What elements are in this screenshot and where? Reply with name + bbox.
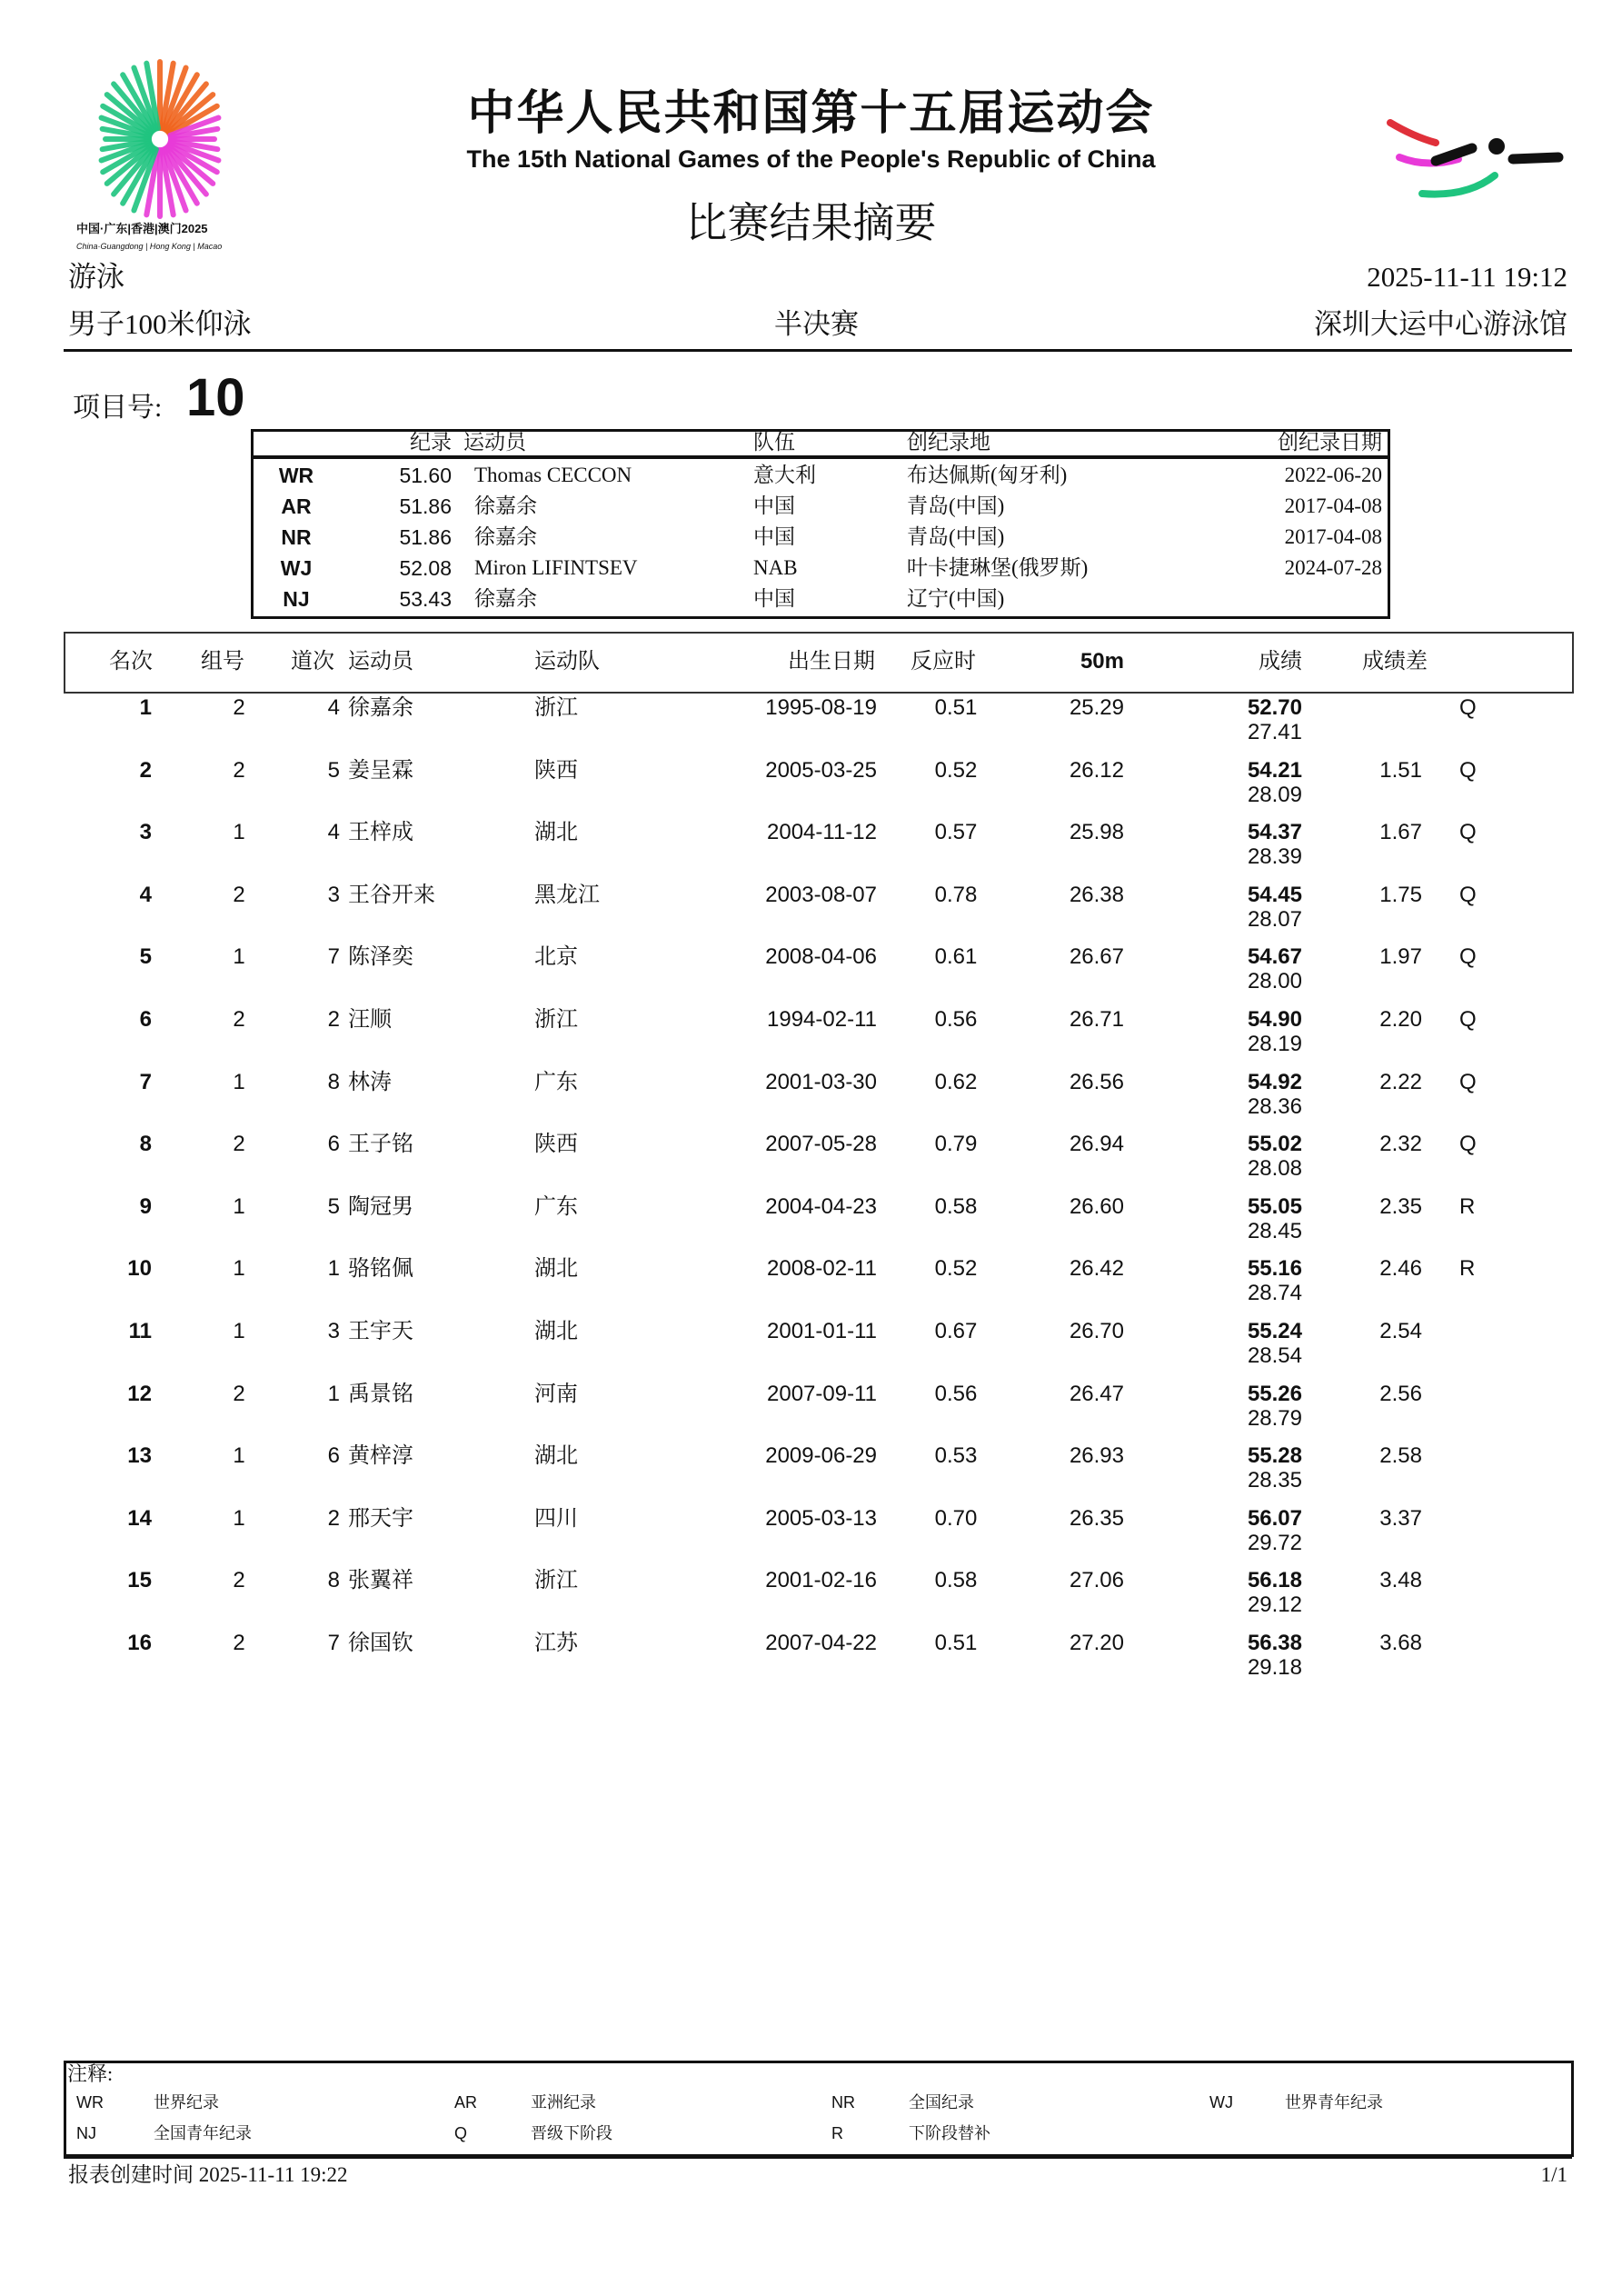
result-heat: 1 bbox=[233, 1505, 245, 1531]
result-dob: 2003-08-07 bbox=[765, 882, 877, 907]
result-athlete: 徐国钦 bbox=[348, 1632, 413, 1655]
result-reaction-time: 0.70 bbox=[934, 1505, 978, 1531]
note-text: 下阶段替补 bbox=[909, 2124, 990, 2142]
result-rank: 12 bbox=[127, 1381, 152, 1406]
record-mark: 51.86 bbox=[399, 525, 452, 549]
logo-text-cn: 中国·广东|香港|澳门2025 bbox=[76, 222, 208, 235]
result-team: 湖北 bbox=[534, 821, 578, 845]
result-time-behind: 2.32 bbox=[1379, 1132, 1422, 1157]
result-lane: 6 bbox=[327, 1443, 340, 1469]
result-time: 54.92 bbox=[1247, 1069, 1302, 1094]
result-lane: 4 bbox=[327, 695, 340, 720]
result-rank: 5 bbox=[139, 944, 152, 970]
result-team: 四川 bbox=[534, 1506, 578, 1531]
col-athlete: 运动员 bbox=[348, 650, 413, 674]
result-dob: 2007-05-28 bbox=[765, 1132, 877, 1157]
header-divider bbox=[64, 349, 1572, 352]
note-text: 全国青年纪录 bbox=[154, 2124, 252, 2142]
result-team: 广东 bbox=[534, 1070, 578, 1094]
result-rank: 8 bbox=[139, 1132, 152, 1157]
result-rank: 15 bbox=[127, 1568, 152, 1593]
result-lane: 8 bbox=[327, 1069, 340, 1094]
result-second-50m: 28.36 bbox=[1247, 1093, 1302, 1119]
result-athlete: 林涛 bbox=[348, 1070, 392, 1094]
result-dob: 2007-09-11 bbox=[767, 1381, 877, 1406]
result-reaction-time: 0.51 bbox=[934, 1631, 978, 1655]
result-rank: 2 bbox=[139, 757, 152, 783]
result-second-50m: 28.09 bbox=[1247, 782, 1302, 807]
result-split-50m: 26.35 bbox=[1069, 1505, 1124, 1531]
result-team: 湖北 bbox=[534, 1257, 578, 1282]
note-text: 世界青年纪录 bbox=[1285, 2093, 1383, 2111]
result-heat: 2 bbox=[233, 757, 245, 783]
page-number: 1/1 bbox=[1540, 2163, 1567, 2186]
result-reaction-time: 0.52 bbox=[934, 1256, 978, 1282]
result-rank: 14 bbox=[127, 1505, 152, 1531]
result-qualification: Q bbox=[1459, 1007, 1477, 1032]
result-time: 55.24 bbox=[1247, 1319, 1302, 1343]
event-number-label: 项目号: bbox=[73, 393, 163, 423]
records-header-team: 队伍 bbox=[753, 431, 795, 454]
note-code: NJ bbox=[76, 2124, 96, 2142]
result-dob: 2008-02-11 bbox=[767, 1256, 877, 1282]
result-second-50m: 28.79 bbox=[1247, 1405, 1302, 1431]
result-dob: 2009-06-29 bbox=[765, 1443, 877, 1469]
result-split-50m: 26.94 bbox=[1069, 1132, 1124, 1157]
record-athlete: Thomas CECCON bbox=[474, 464, 632, 486]
result-qualification: Q bbox=[1459, 757, 1477, 783]
result-second-50m: 29.72 bbox=[1247, 1530, 1302, 1555]
records-header-place: 创纪录地 bbox=[907, 431, 990, 454]
result-time-behind: 3.37 bbox=[1379, 1505, 1422, 1531]
records-header-athlete: 运动员 bbox=[463, 431, 526, 454]
result-lane: 7 bbox=[327, 944, 340, 970]
result-rank: 11 bbox=[128, 1319, 152, 1343]
record-team: NAB bbox=[753, 556, 798, 579]
report-title: 比赛结果摘要 bbox=[685, 200, 937, 246]
result-split-50m: 26.67 bbox=[1069, 944, 1124, 970]
records-header-mark: 纪录 bbox=[410, 431, 452, 454]
result-dob: 2005-03-25 bbox=[765, 757, 877, 783]
result-time: 56.18 bbox=[1247, 1568, 1302, 1593]
result-athlete: 邢天宇 bbox=[348, 1506, 413, 1531]
record-place: 叶卡捷琳堡(俄罗斯) bbox=[907, 556, 1089, 579]
result-second-50m: 28.45 bbox=[1247, 1218, 1302, 1243]
result-second-50m: 28.00 bbox=[1247, 969, 1302, 994]
event-name: 男子100米仰泳 bbox=[68, 308, 252, 340]
result-lane: 5 bbox=[327, 1193, 340, 1219]
result-team: 河南 bbox=[534, 1382, 578, 1406]
result-qualification: Q bbox=[1459, 820, 1477, 845]
result-reaction-time: 0.58 bbox=[934, 1568, 978, 1593]
result-reaction-time: 0.56 bbox=[934, 1381, 978, 1406]
result-team: 湖北 bbox=[534, 1320, 578, 1343]
record-date: 2017-04-08 bbox=[1284, 525, 1382, 548]
result-rank: 7 bbox=[139, 1069, 152, 1094]
result-dob: 2001-02-16 bbox=[765, 1568, 877, 1593]
result-qualification: Q bbox=[1459, 944, 1477, 970]
result-heat: 1 bbox=[233, 1069, 245, 1094]
record-team: 意大利 bbox=[753, 464, 816, 486]
result-split-50m: 25.98 bbox=[1069, 820, 1124, 845]
result-team: 湖北 bbox=[534, 1444, 578, 1469]
record-code: AR bbox=[281, 494, 312, 518]
result-second-50m: 28.07 bbox=[1247, 906, 1302, 932]
result-athlete: 王谷开来 bbox=[348, 883, 435, 907]
result-time-behind: 3.68 bbox=[1379, 1631, 1422, 1655]
result-rank: 4 bbox=[139, 882, 152, 907]
result-split-50m: 26.12 bbox=[1069, 757, 1124, 783]
result-reaction-time: 0.57 bbox=[934, 820, 978, 845]
record-team: 中国 bbox=[753, 494, 795, 517]
result-team: 江苏 bbox=[534, 1632, 578, 1655]
result-time: 56.07 bbox=[1247, 1505, 1302, 1531]
result-lane: 3 bbox=[327, 1319, 340, 1343]
result-athlete: 徐嘉余 bbox=[348, 696, 413, 720]
result-heat: 1 bbox=[233, 1443, 245, 1469]
result-rank: 16 bbox=[127, 1631, 152, 1655]
result-split-50m: 26.71 bbox=[1069, 1007, 1124, 1032]
result-dob: 1995-08-19 bbox=[765, 695, 877, 720]
result-reaction-time: 0.67 bbox=[934, 1319, 978, 1343]
result-time-behind: 2.20 bbox=[1379, 1007, 1422, 1032]
result-heat: 2 bbox=[233, 1631, 245, 1655]
result-team: 广东 bbox=[534, 1194, 578, 1219]
result-time: 54.67 bbox=[1247, 944, 1302, 970]
venue-name: 深圳大运中心游泳馆 bbox=[1314, 308, 1567, 340]
notes-label: 注释: bbox=[67, 2062, 114, 2085]
record-date: 2024-07-28 bbox=[1284, 556, 1382, 579]
result-time: 56.38 bbox=[1247, 1631, 1302, 1655]
result-qualification: R bbox=[1459, 1256, 1476, 1282]
result-athlete: 黄梓淳 bbox=[348, 1444, 413, 1469]
footer-divider bbox=[64, 2156, 1572, 2159]
record-team: 中国 bbox=[753, 587, 795, 610]
report-created-time: 报表创建时间 2025-11-11 19:22 bbox=[68, 2163, 348, 2186]
result-time-behind: 3.48 bbox=[1379, 1568, 1422, 1593]
result-heat: 2 bbox=[233, 695, 245, 720]
games-title-cn: 中华人民共和国第十五届运动会 bbox=[467, 86, 1155, 141]
result-athlete: 张翼祥 bbox=[348, 1569, 413, 1593]
record-code: WR bbox=[278, 464, 314, 487]
result-rank: 9 bbox=[139, 1193, 152, 1219]
report-datetime: 2025-11-11 19:12 bbox=[1367, 261, 1567, 293]
result-time: 54.45 bbox=[1247, 882, 1302, 907]
event-phase: 半决赛 bbox=[774, 308, 859, 340]
result-second-50m: 28.08 bbox=[1247, 1156, 1302, 1182]
result-time-behind: 2.54 bbox=[1379, 1319, 1422, 1343]
result-second-50m: 29.18 bbox=[1247, 1655, 1302, 1680]
record-mark: 51.86 bbox=[399, 494, 452, 518]
result-dob: 2008-04-06 bbox=[765, 944, 877, 970]
result-qualification: Q bbox=[1459, 1069, 1477, 1094]
result-lane: 8 bbox=[327, 1568, 340, 1593]
col-time: 成绩 bbox=[1259, 650, 1302, 674]
records-header-date: 创纪录日期 bbox=[1278, 431, 1382, 454]
result-time: 55.05 bbox=[1247, 1193, 1302, 1219]
result-time: 54.37 bbox=[1247, 820, 1302, 845]
result-second-50m: 27.41 bbox=[1247, 720, 1302, 744]
note-text: 亚洲纪录 bbox=[531, 2093, 596, 2111]
result-rank: 1 bbox=[139, 695, 152, 720]
result-heat: 2 bbox=[233, 1007, 245, 1032]
result-split-50m: 26.42 bbox=[1069, 1256, 1124, 1282]
note-code: WJ bbox=[1209, 2093, 1233, 2111]
note-code: Q bbox=[454, 2124, 468, 2142]
result-lane: 5 bbox=[327, 757, 340, 783]
result-athlete: 王梓成 bbox=[348, 821, 413, 845]
record-place: 青岛(中国) bbox=[907, 494, 1005, 517]
result-athlete: 汪顺 bbox=[348, 1008, 392, 1032]
result-time: 55.28 bbox=[1247, 1443, 1302, 1469]
record-athlete: 徐嘉余 bbox=[474, 494, 537, 517]
col-time-behind: 成绩差 bbox=[1362, 650, 1428, 674]
note-code: NR bbox=[831, 2093, 855, 2111]
logo-text-en: China·Guangdong | Hong Kong | Macao bbox=[76, 242, 223, 251]
result-reaction-time: 0.53 bbox=[934, 1443, 978, 1469]
result-split-50m: 27.06 bbox=[1069, 1568, 1124, 1593]
event-number: 10 bbox=[186, 368, 245, 427]
record-date: 2017-04-08 bbox=[1284, 494, 1382, 517]
result-lane: 1 bbox=[327, 1256, 340, 1282]
result-time-behind: 1.75 bbox=[1379, 882, 1422, 907]
record-code: WJ bbox=[280, 556, 313, 580]
record-athlete: 徐嘉余 bbox=[474, 525, 537, 548]
result-team: 浙江 bbox=[534, 696, 578, 720]
result-rank: 3 bbox=[139, 820, 152, 845]
col-reaction-time: 反应时 bbox=[911, 650, 976, 674]
result-time: 54.90 bbox=[1247, 1007, 1302, 1032]
record-athlete: Miron LIFINTSEV bbox=[474, 556, 638, 579]
result-lane: 6 bbox=[327, 1132, 340, 1157]
result-time-behind: 1.97 bbox=[1379, 944, 1422, 970]
result-team: 陕西 bbox=[534, 1133, 578, 1157]
result-rank: 13 bbox=[127, 1443, 152, 1469]
records-header-divider bbox=[251, 455, 1388, 459]
result-time: 54.21 bbox=[1247, 757, 1302, 783]
result-team: 陕西 bbox=[534, 758, 578, 783]
result-time: 55.16 bbox=[1247, 1256, 1302, 1282]
result-athlete: 王宇天 bbox=[348, 1320, 413, 1343]
col-dob: 出生日期 bbox=[788, 650, 875, 674]
result-second-50m: 28.19 bbox=[1247, 1032, 1302, 1056]
result-time-behind: 1.51 bbox=[1379, 757, 1422, 783]
col-team: 运动队 bbox=[534, 650, 600, 674]
result-athlete: 王子铭 bbox=[348, 1133, 413, 1157]
result-lane: 7 bbox=[327, 1631, 340, 1655]
result-lane: 4 bbox=[327, 820, 340, 845]
note-text: 世界纪录 bbox=[154, 2093, 219, 2111]
result-heat: 1 bbox=[233, 820, 245, 845]
result-time: 52.70 bbox=[1247, 695, 1302, 720]
result-qualification: Q bbox=[1459, 882, 1477, 907]
record-code: NJ bbox=[283, 587, 310, 611]
result-second-50m: 28.74 bbox=[1247, 1281, 1302, 1306]
result-heat: 1 bbox=[233, 1256, 245, 1282]
result-split-50m: 25.29 bbox=[1069, 695, 1124, 720]
record-mark: 51.60 bbox=[399, 464, 452, 487]
result-athlete: 骆铭佩 bbox=[348, 1257, 413, 1282]
result-athlete: 陈泽奕 bbox=[348, 945, 413, 970]
result-qualification: R bbox=[1459, 1193, 1476, 1219]
result-heat: 1 bbox=[233, 1319, 245, 1343]
result-qualification: Q bbox=[1459, 1132, 1477, 1157]
result-rank: 10 bbox=[127, 1256, 152, 1282]
note-text: 晋级下阶段 bbox=[531, 2124, 612, 2142]
result-time-behind: 2.58 bbox=[1379, 1443, 1422, 1469]
note-code: AR bbox=[454, 2093, 478, 2111]
result-reaction-time: 0.52 bbox=[934, 757, 978, 783]
result-second-50m: 28.54 bbox=[1247, 1343, 1302, 1368]
record-code: NR bbox=[281, 525, 312, 549]
result-time-behind: 2.56 bbox=[1379, 1381, 1422, 1406]
result-time-behind: 2.22 bbox=[1379, 1069, 1422, 1094]
col-split-50m: 50m bbox=[1080, 649, 1124, 674]
record-place: 青岛(中国) bbox=[907, 525, 1005, 548]
result-lane: 2 bbox=[327, 1505, 340, 1531]
result-qualification: Q bbox=[1459, 695, 1477, 720]
result-time: 55.02 bbox=[1247, 1132, 1302, 1157]
result-dob: 2001-03-30 bbox=[765, 1069, 877, 1094]
col-rank: 名次 bbox=[109, 650, 153, 674]
result-reaction-time: 0.51 bbox=[934, 695, 978, 720]
result-athlete: 姜呈霖 bbox=[348, 758, 413, 783]
result-split-50m: 26.47 bbox=[1069, 1381, 1124, 1406]
result-heat: 2 bbox=[233, 1132, 245, 1157]
result-heat: 1 bbox=[233, 1193, 245, 1219]
result-athlete: 陶冠男 bbox=[348, 1194, 413, 1219]
result-split-50m: 26.56 bbox=[1069, 1069, 1124, 1094]
result-lane: 2 bbox=[327, 1007, 340, 1032]
result-athlete: 禹景铭 bbox=[348, 1382, 413, 1406]
result-rank: 6 bbox=[139, 1007, 152, 1032]
result-dob: 2004-04-23 bbox=[765, 1193, 877, 1219]
result-team: 北京 bbox=[534, 945, 578, 970]
result-heat: 2 bbox=[233, 1568, 245, 1593]
record-place: 布达佩斯(匈牙利) bbox=[907, 464, 1068, 486]
result-dob: 2001-01-11 bbox=[767, 1319, 877, 1343]
record-date: 2022-06-20 bbox=[1284, 464, 1382, 486]
record-team: 中国 bbox=[753, 525, 795, 548]
note-code: R bbox=[831, 2124, 843, 2142]
result-heat: 2 bbox=[233, 1381, 245, 1406]
note-text: 全国纪录 bbox=[909, 2093, 974, 2111]
games-title-en: The 15th National Games of the People's Republic of China bbox=[466, 145, 1156, 173]
result-time-behind: 2.35 bbox=[1379, 1193, 1422, 1219]
result-reaction-time: 0.56 bbox=[934, 1007, 978, 1032]
sport-name: 游泳 bbox=[68, 261, 124, 293]
result-split-50m: 26.60 bbox=[1069, 1193, 1124, 1219]
result-reaction-time: 0.62 bbox=[934, 1069, 978, 1094]
result-lane: 3 bbox=[327, 882, 340, 907]
result-team: 浙江 bbox=[534, 1569, 578, 1593]
note-code: WR bbox=[76, 2093, 104, 2111]
record-place: 辽宁(中国) bbox=[907, 587, 1005, 610]
result-team: 浙江 bbox=[534, 1008, 578, 1032]
result-dob: 2007-04-22 bbox=[765, 1631, 877, 1655]
result-second-50m: 28.35 bbox=[1247, 1468, 1302, 1493]
result-heat: 2 bbox=[233, 882, 245, 907]
col-heat: 组号 bbox=[201, 650, 244, 674]
result-dob: 1994-02-11 bbox=[767, 1007, 877, 1032]
record-mark: 53.43 bbox=[399, 587, 452, 611]
result-reaction-time: 0.58 bbox=[934, 1193, 978, 1219]
result-split-50m: 26.70 bbox=[1069, 1319, 1124, 1343]
result-second-50m: 28.39 bbox=[1247, 844, 1302, 870]
result-time-behind: 1.67 bbox=[1379, 820, 1422, 845]
result-lane: 1 bbox=[327, 1381, 340, 1406]
result-dob: 2004-11-12 bbox=[767, 820, 877, 845]
result-reaction-time: 0.79 bbox=[934, 1132, 978, 1157]
result-reaction-time: 0.61 bbox=[934, 944, 978, 970]
result-split-50m: 26.38 bbox=[1069, 882, 1124, 907]
result-time-behind: 2.46 bbox=[1379, 1256, 1422, 1282]
result-team: 黑龙江 bbox=[534, 883, 600, 907]
record-athlete: 徐嘉余 bbox=[474, 587, 537, 610]
result-time: 55.26 bbox=[1247, 1381, 1302, 1406]
result-heat: 1 bbox=[233, 944, 245, 970]
result-split-50m: 26.93 bbox=[1069, 1443, 1124, 1469]
record-mark: 52.08 bbox=[399, 556, 452, 580]
col-lane: 道次 bbox=[291, 650, 334, 674]
result-reaction-time: 0.78 bbox=[934, 882, 978, 907]
result-split-50m: 27.20 bbox=[1069, 1631, 1124, 1655]
result-second-50m: 29.12 bbox=[1247, 1592, 1302, 1618]
result-dob: 2005-03-13 bbox=[765, 1505, 877, 1531]
